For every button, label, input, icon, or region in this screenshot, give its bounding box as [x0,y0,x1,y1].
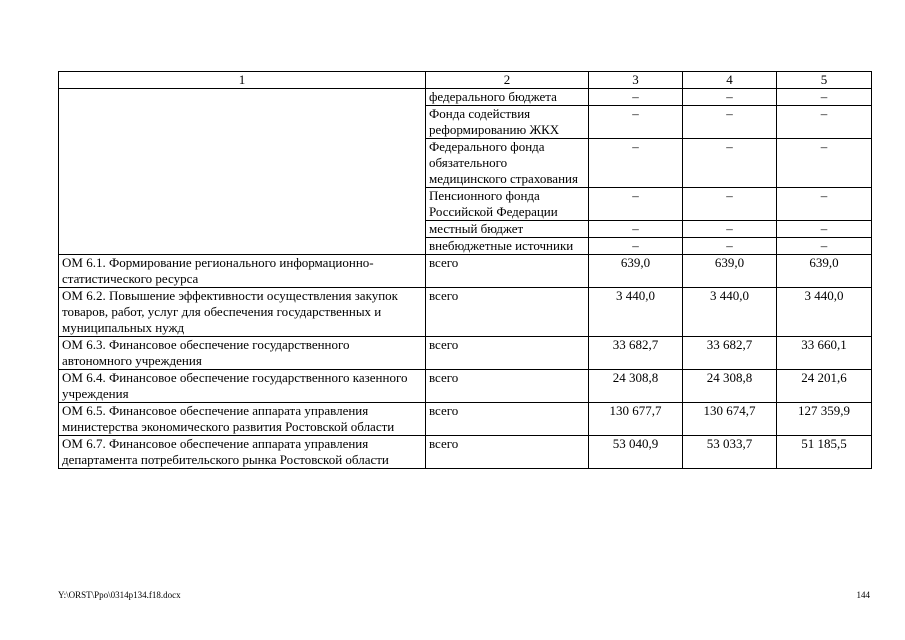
value-cell: – [777,139,872,188]
measure-name-cell: ОМ 6.3. Финансовое обеспечение государственного автономного учреждения [59,337,426,370]
table-row [59,370,872,403]
value-cell: 130 677,7 [589,403,683,436]
value-cell: 33 660,1 [777,337,872,370]
value-cell: 639,0 [777,255,872,288]
column-header-2: 2 [426,72,589,89]
value-cell: – [589,221,683,238]
value-cell: 3 440,0 [683,288,777,337]
value-cell: – [777,89,872,106]
value-cell: 639,0 [589,255,683,288]
funding-source-cell: федерального бюджета [426,89,589,106]
funding-source-cell: Федерального фонда обязательного медицинского страхования [426,139,589,188]
value-cell: – [683,89,777,106]
value-cell: – [589,89,683,106]
value-cell: 3 440,0 [589,288,683,337]
value-cell: 639,0 [683,255,777,288]
measure-name-cell: ОМ 6.2. Повышение эффективности осуществления закупок товаров, работ, услуг для обеспечения государственных и муниципальных нужд [59,288,426,337]
budget-table [58,71,872,469]
value-cell: 33 682,7 [589,337,683,370]
column-header-3: 3 [589,72,683,89]
funding-source-cell: местный бюджет [426,221,589,238]
header-row [59,72,872,89]
value-cell: 51 185,5 [777,436,872,469]
value-cell: 53 040,9 [589,436,683,469]
value-cell: – [683,238,777,255]
value-cell: – [683,221,777,238]
value-cell: 24 308,8 [683,370,777,403]
measure-name-cell: ОМ 6.4. Финансовое обеспечение государственного казенного учреждения [59,370,426,403]
value-cell: – [589,188,683,221]
column-header-1: 1 [59,72,426,89]
value-cell: – [589,139,683,188]
measure-name-cell: ОМ 6.7. Финансовое обеспечение аппарата управления департамента потребительского рынка Ростовской области [59,436,426,469]
value-cell: 24 201,6 [777,370,872,403]
table-row [59,436,872,469]
value-cell: – [777,238,872,255]
funding-source-cell: внебюджетные источники [426,238,589,255]
table-row [59,255,872,288]
funding-source-cell: Пенсионного фонда Российской Федерации [426,188,589,221]
page-number: 144 [856,590,870,600]
value-cell: 130 674,7 [683,403,777,436]
column-header-5: 5 [777,72,872,89]
column-header-4: 4 [683,72,777,89]
merged-name-cell [59,89,426,255]
funding-source-cell: всего [426,370,589,403]
funding-source-cell: всего [426,436,589,469]
value-cell: – [683,188,777,221]
value-cell: 24 308,8 [589,370,683,403]
funding-source-cell: Фонда содействия реформированию ЖКХ [426,106,589,139]
value-cell: – [589,238,683,255]
value-cell: – [683,139,777,188]
value-cell: – [589,106,683,139]
value-cell: – [777,221,872,238]
table-row [59,288,872,337]
value-cell: 3 440,0 [777,288,872,337]
funding-source-cell: всего [426,255,589,288]
value-cell: – [683,106,777,139]
funding-source-cell: всего [426,403,589,436]
measure-name-cell: ОМ 6.1. Формирование регионального информационно-статистического ресурса [59,255,426,288]
funding-source-cell: всего [426,288,589,337]
value-cell: 127 359,9 [777,403,872,436]
table-row [59,89,872,106]
table-row [59,337,872,370]
value-cell: 33 682,7 [683,337,777,370]
value-cell: – [777,188,872,221]
value-cell: – [777,106,872,139]
value-cell: 53 033,7 [683,436,777,469]
measure-name-cell: ОМ 6.5. Финансовое обеспечение аппарата управления министерства экономического развития Ростовской области [59,403,426,436]
footer-file-path: Y:\ORST\Ppo\0314p134.f18.docx [58,590,181,600]
table-row [59,403,872,436]
funding-source-cell: всего [426,337,589,370]
